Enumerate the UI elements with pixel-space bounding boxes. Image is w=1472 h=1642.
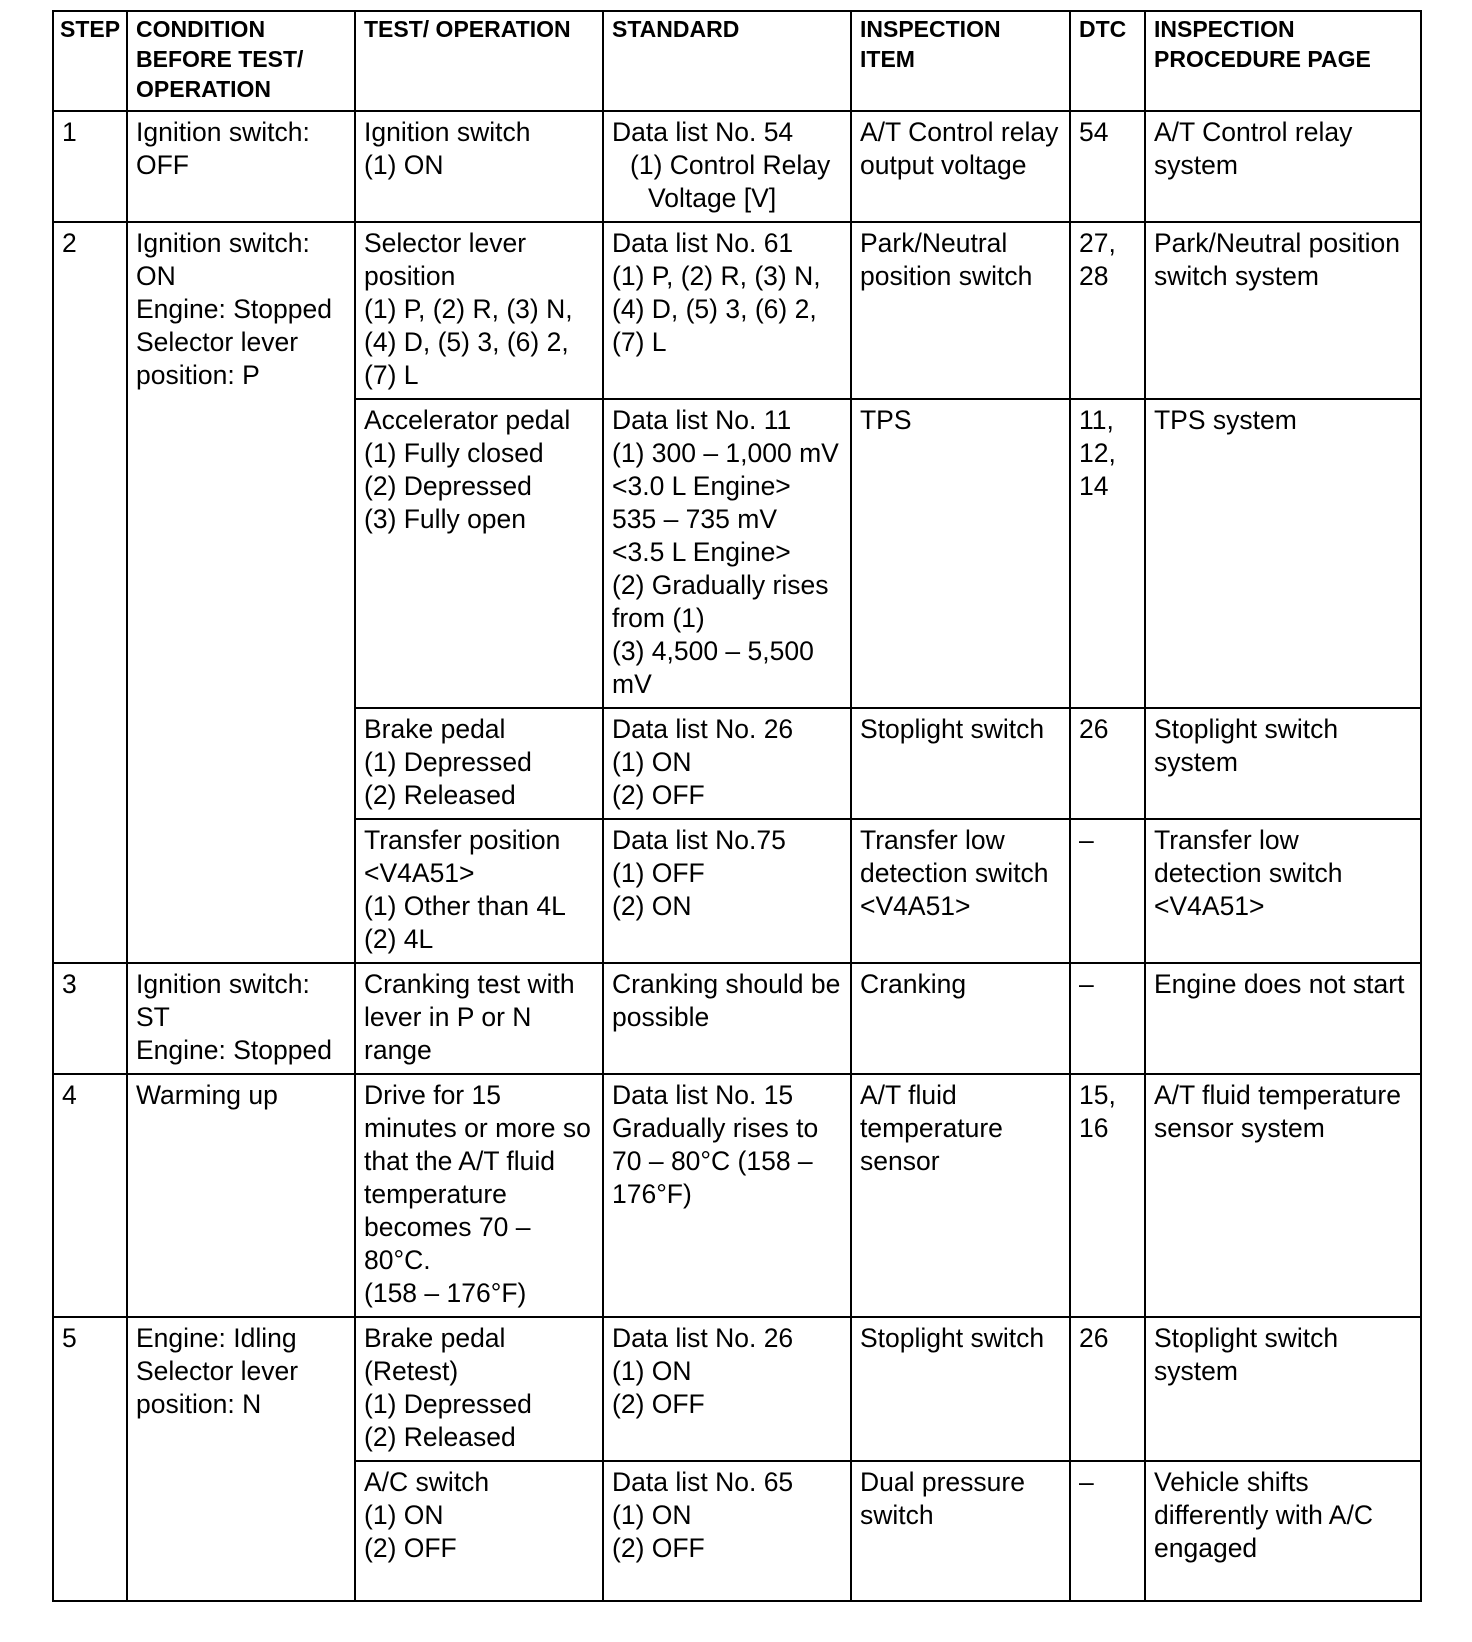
header-step: STEP (53, 11, 127, 111)
procedure-page-cell: TPS system (1145, 399, 1421, 708)
inspection-item-cell: A/T Control relay output voltage (851, 111, 1070, 222)
condition-cell: Ignition switch: ON Engine: Stopped Selector lever position: P (127, 222, 355, 963)
inspection-item-cell: Dual pressure switch (851, 1461, 1070, 1601)
header-test: TEST/ OPERATION (355, 11, 603, 111)
step-cell: 5 (53, 1317, 127, 1601)
header-standard: STANDARD (603, 11, 851, 111)
header-dtc: DTC (1070, 11, 1145, 111)
standard-cell: Data list No.75 (1) OFF (2) ON (603, 819, 851, 963)
table-row (53, 1317, 1421, 1461)
inspection-item-cell: A/T fluid temperature sensor (851, 1074, 1070, 1317)
procedure-page-cell: Stoplight switch system (1145, 708, 1421, 819)
table-row (53, 963, 1421, 1074)
inspection-item-cell: Stoplight switch (851, 708, 1070, 819)
procedure-page-cell: Engine does not start (1145, 963, 1421, 1074)
procedure-page-cell: A/T fluid temperature sensor system (1145, 1074, 1421, 1317)
condition-cell: Ignition switch: OFF (127, 111, 355, 222)
test-cell: Brake pedal (1) Depressed (2) Released (355, 708, 603, 819)
dtc-cell: 26 (1070, 1317, 1145, 1461)
step-cell: 3 (53, 963, 127, 1074)
condition-cell: Engine: Idling Selector lever position: N (127, 1317, 355, 1601)
standard-line: (1) Control Relay (630, 150, 831, 180)
test-cell: Selector lever position (1) P, (2) R, (3) N, (4) D, (5) 3, (6) 2, (7) L (355, 222, 603, 399)
procedure-page-cell: Park/Neutral position switch system (1145, 222, 1421, 399)
inspection-item-cell: Stoplight switch (851, 1317, 1070, 1461)
table-row (53, 222, 1421, 399)
dtc-cell: – (1070, 1461, 1145, 1601)
step-cell: 1 (53, 111, 127, 222)
table-row (53, 1074, 1421, 1317)
procedure-page-cell: Stoplight switch system (1145, 1317, 1421, 1461)
dtc-cell: 26 (1070, 708, 1145, 819)
inspection-item-cell: Park/Neutral position switch (851, 222, 1070, 399)
standard-cell: Data list No. 61 (1) P, (2) R, (3) N, (4) D, (5) 3, (6) 2, (7) L (603, 222, 851, 399)
dtc-cell: 15, 16 (1070, 1074, 1145, 1317)
standard-cell: Data list No. 65 (1) ON (2) OFF (603, 1461, 851, 1601)
dtc-cell: 11, 12, 14 (1070, 399, 1145, 708)
test-cell: Transfer position <V4A51> (1) Other than 4L (2) 4L (355, 819, 603, 963)
header-condition: CONDITION BEFORE TEST/ OPERATION (127, 11, 355, 111)
inspection-table (52, 10, 1422, 1602)
standard-cell: Data list No. 26 (1) ON (2) OFF (603, 1317, 851, 1461)
test-cell: Drive for 15 minutes or more so that the A/T fluid temperature becomes 70 – 80°C. (158 – 176°F) (355, 1074, 603, 1317)
dtc-cell: – (1070, 819, 1145, 963)
inspection-item-cell: TPS (851, 399, 1070, 708)
dtc-cell: 54 (1070, 111, 1145, 222)
step-cell: 2 (53, 222, 127, 963)
dtc-cell: – (1070, 963, 1145, 1074)
test-cell: A/C switch (1) ON (2) OFF (355, 1461, 603, 1601)
test-cell: Accelerator pedal (1) Fully closed (2) Depressed (3) Fully open (355, 399, 603, 708)
header-inspection-item: INSPECTION ITEM (851, 11, 1070, 111)
procedure-page-cell: Transfer low detection switch <V4A51> (1145, 819, 1421, 963)
header-procedure-page: INSPECTION PROCEDURE PAGE (1145, 11, 1421, 111)
test-cell: Brake pedal (Retest) (1) Depressed (2) Released (355, 1317, 603, 1461)
standard-cell: Cranking should be possible (603, 963, 851, 1074)
condition-cell: Warming up (127, 1074, 355, 1317)
standard-line: Data list No. 54 (612, 117, 794, 147)
inspection-item-cell: Cranking (851, 963, 1070, 1074)
procedure-page-cell: Vehicle shifts differently with A/C engaged (1145, 1461, 1421, 1601)
step-cell: 4 (53, 1074, 127, 1317)
procedure-page-cell: A/T Control relay system (1145, 111, 1421, 222)
standard-cell: Data list No. 26 (1) ON (2) OFF (603, 708, 851, 819)
standard-cell (603, 111, 851, 222)
header-row (53, 11, 1421, 111)
dtc-cell: 27, 28 (1070, 222, 1145, 399)
test-cell: Ignition switch (1) ON (355, 111, 603, 222)
condition-cell: Ignition switch: ST Engine: Stopped (127, 963, 355, 1074)
test-cell: Cranking test with lever in P or N range (355, 963, 603, 1074)
table-row (53, 111, 1421, 222)
standard-cell: Data list No. 15 Gradually rises to 70 – 80°C (158 – 176°F) (603, 1074, 851, 1317)
inspection-item-cell: Transfer low detection switch <V4A51> (851, 819, 1070, 963)
standard-line: Voltage [V] (648, 183, 777, 213)
standard-cell: Data list No. 11 (1) 300 – 1,000 mV <3.0 L Engine> 535 – 735 mV <3.5 L Engine> (2) Gradually rises from (1) (3) 4,500 – 5,500 mV (603, 399, 851, 708)
